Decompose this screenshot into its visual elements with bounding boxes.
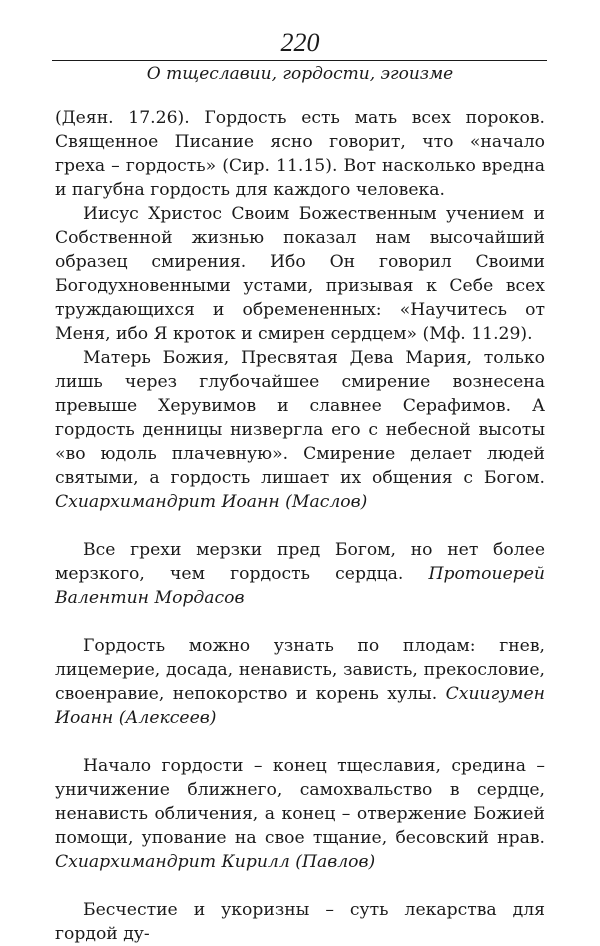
quote-author: Схиархимандрит Кирилл (Павлов) [55, 852, 376, 872]
page-number: 220 [280, 28, 320, 57]
paragraph [55, 202, 545, 346]
quote-author: Схиархимандрит Иоанн (Маслов) [55, 492, 368, 512]
paragraph [55, 106, 545, 202]
paragraph [55, 346, 545, 514]
paragraph [55, 754, 545, 874]
paragraph [55, 634, 545, 730]
body-text [55, 106, 545, 946]
paragraph-text: Бесчестие и укоризны – суть лекарства для гордой ду- [55, 900, 545, 944]
paragraph [55, 538, 545, 610]
paragraph-text: Начало гордости – конец тщеславия, средина – уничижение ближнего, самохвальство в сердце, ненависть обличения, а конец – отвержение Божией помощи, упование на свое тщание, бесовский нрав. [55, 756, 545, 848]
paragraph-text: Все грехи мерзки пред Богом, но нет более мерзкого, чем гордость сердца. [55, 540, 545, 584]
quote-author: Протоиерей Валентин Мордасов [55, 564, 545, 608]
paragraph-text: Гордость можно узнать по плодам: гнев, лицемерие, досада, ненависть, зависть, прекословие, своенравие, непокорство и корень хулы. [55, 636, 545, 704]
paragraph-text: (Деян. 17.26). Гордость есть мать всех пороков. Священное Писание ясно говорит, что «начало греха – гордость» (Сир. 11.15). Вот насколько вредна и пагубна гордость для каждого человека. [55, 108, 545, 200]
paragraph [55, 898, 545, 946]
quote-author: Схиигумен Иоанн (Алексеев) [55, 684, 545, 728]
paragraph-text: Матерь Божия, Пресвятая Дева Мария, только лишь через глубочайшее смирение вознесена превыше Херувимов и славнее Серафимов. А гордость денницы низвергла его с небесной высоты «во юдоль плачевную». Смирение делает людей святыми, а гордость лишает их общения с Богом. [55, 348, 545, 488]
paragraph-text: Иисус Христос Своим Божественным учением и Собственной жизнью показал нам высочайший образец смирения. Ибо Он говорил Своими Богодухновенными устами, призывая к Себе всех труждающихся и обремененных: «Научитесь от Меня, ибо Я кроток и смирен сердцем» (Мф. 11.29). [55, 204, 545, 344]
header-rule [52, 60, 547, 61]
running-title: О тщеславии, гордости, эгоизме [146, 64, 454, 84]
